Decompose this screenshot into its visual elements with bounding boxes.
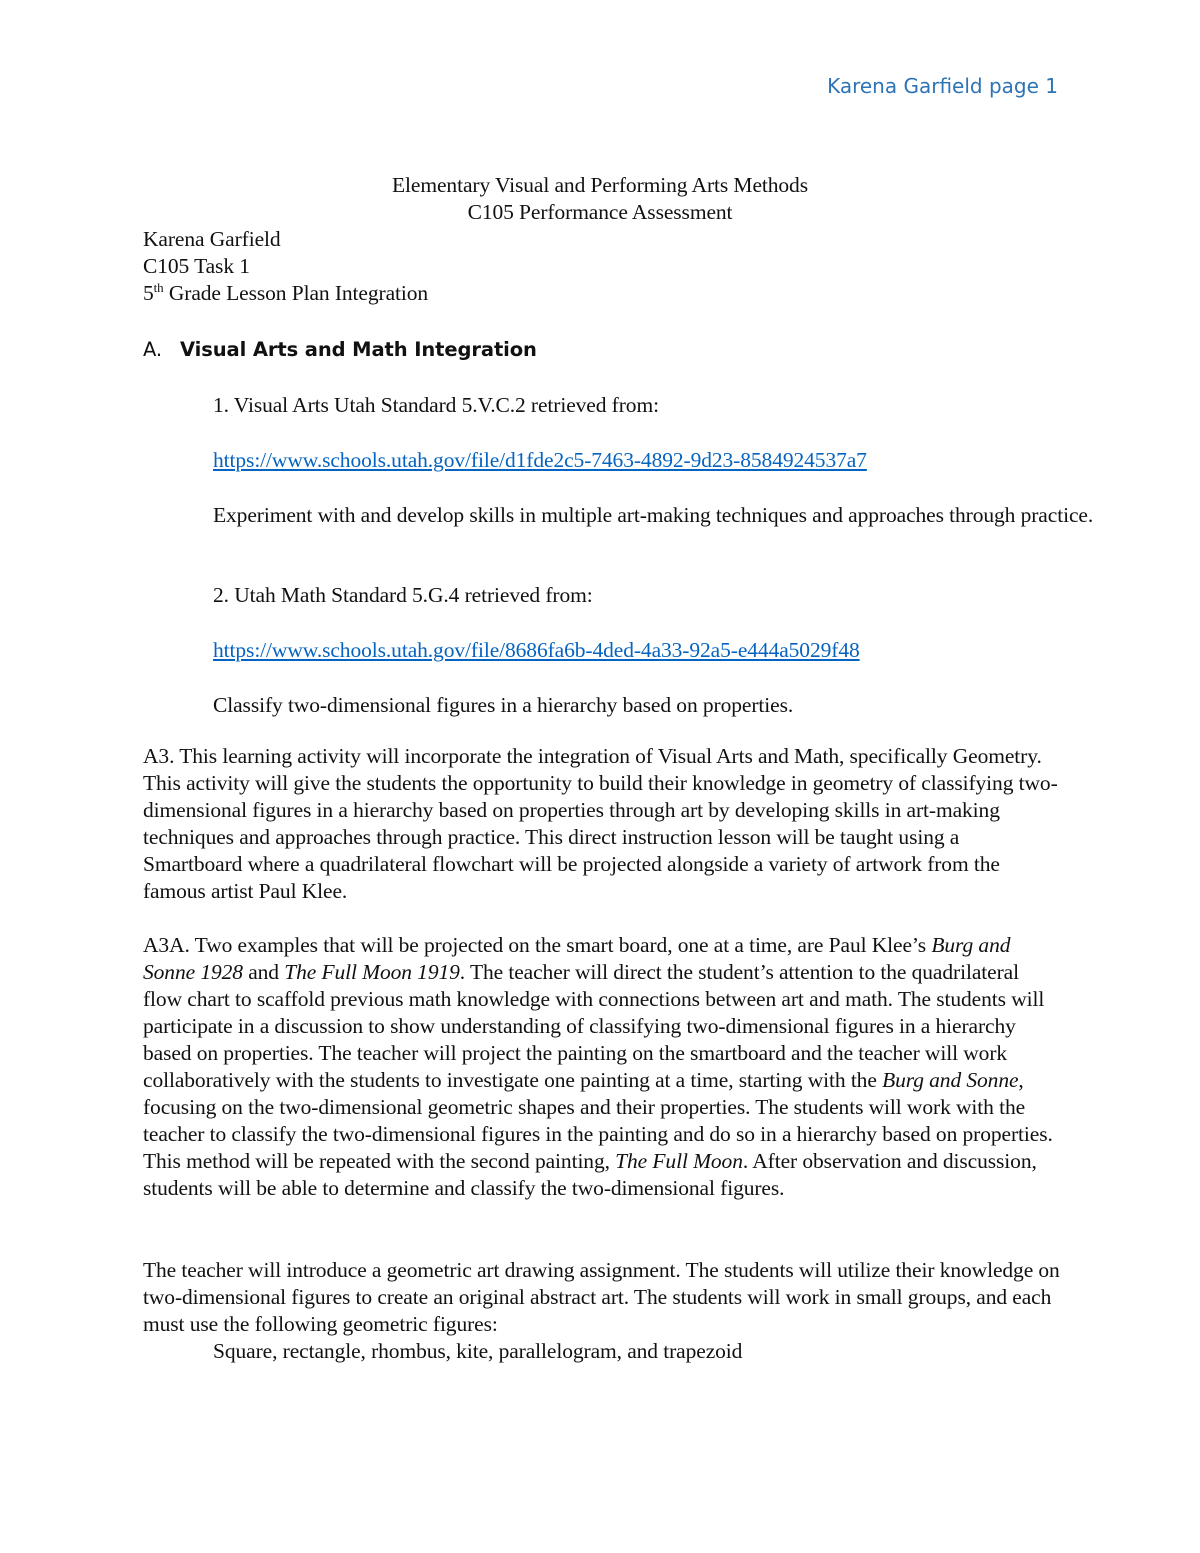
task-label: C105 Task 1 xyxy=(143,254,250,278)
a3a-artwork-4: The Full Moon xyxy=(615,1149,743,1173)
grade-suffix: th xyxy=(153,279,164,295)
shapes-list: Square, rectangle, rhombus, kite, parallelogram, and trapezoid xyxy=(213,1339,743,1363)
a3a-text-2: and xyxy=(242,960,285,984)
a3a-text-5: . After observation and discussion, students will be able to determine and classify the two-dimensional figures. xyxy=(143,1149,1037,1200)
standard-2-link-wrap xyxy=(213,637,1133,664)
a3a-text-3: . The teacher will direct the student’s attention to the quadrilateral flow chart to scaffold previous math knowledge with connections between art and math. The students will participate in a discussion to show understanding of classifying two-dimensional figures in a hierarchy based on properties. The teacher will project the painting on the smartboard and the teacher will work collaboratively with the students to investigate one painting at a time, starting with the xyxy=(143,960,1045,1092)
a3a-artwork-2: The Full Moon 1919 xyxy=(284,960,460,984)
title-line-1: Elementary Visual and Performing Arts Methods xyxy=(392,173,808,197)
grade-line xyxy=(143,280,1063,307)
standard-2-label: 2. Utah Math Standard 5.G.4 retrieved from: xyxy=(213,583,593,607)
section-a-heading xyxy=(143,336,1063,363)
author-block xyxy=(143,226,1063,307)
paragraph-a3a xyxy=(143,932,1063,1202)
a3a-artwork-1: Burg and Sonne 1928 xyxy=(143,933,1011,984)
a3a-artwork-3: Burg and Sonne xyxy=(882,1068,1019,1092)
grade-description: Grade Lesson Plan Integration xyxy=(163,281,429,305)
standard-1-link[interactable]: https://www.schools.utah.gov/file/d1fde2c5-7463-4892-9d23-8584924537a7 xyxy=(213,448,867,472)
closing-paragraph: The teacher will introduce a geometric art drawing assignment. The students will utilize their knowledge on two-dimensional figures to create an original abstract art. The students will work in small groups, and each must use the following geometric figures: xyxy=(143,1258,1060,1336)
author-name: Karena Garfield xyxy=(143,227,281,251)
paragraph-a3: A3. This learning activity will incorporate the integration of Visual Arts and Math, specifically Geometry. This activity will give the students the opportunity to build their knowledge in geometry of classifying two-dimensional figures in a hierarchy based on properties through art by developing skills in art-making techniques and approaches through practice. This direct instruction lesson will be taught using a Smartboard where a quadrilateral flowchart will be projected alongside a variety of artwork from the famous artist Paul Klee. xyxy=(143,744,1058,903)
section-letter: A. xyxy=(143,338,162,361)
standard-2-link[interactable]: https://www.schools.utah.gov/file/8686fa6b-4ded-4a33-92a5-e444a5029f48 xyxy=(213,638,860,662)
standard-1-label: 1. Visual Arts Utah Standard 5.V.C.2 retrieved from: xyxy=(213,393,659,417)
a3a-text-4: , focusing on the two-dimensional geometric shapes and their properties. The students will work with the teacher to classify the two-dimensional figures in the painting and do so in a hierarchy based on properties. This method will be repeated with the second painting, xyxy=(143,1068,1053,1173)
standard-1-link-wrap xyxy=(213,447,1133,474)
page-header: Karena Garfield page 1 xyxy=(827,74,1058,98)
standard-2 xyxy=(143,582,1133,719)
a3a-text-1: A3A. Two examples that will be projected on the smart board, one at a time, are Paul Klee’s xyxy=(143,933,932,957)
closing-block xyxy=(143,1257,1063,1365)
title-block xyxy=(143,172,1057,226)
standard-1 xyxy=(143,392,1133,529)
standard-1-description: Experiment with and develop skills in multiple art-making techniques and approaches through practice. xyxy=(213,503,1094,527)
section-title: Visual Arts and Math Integration xyxy=(180,338,537,361)
standard-2-description: Classify two-dimensional figures in a hierarchy based on properties. xyxy=(213,693,794,717)
title-line-2: C105 Performance Assessment xyxy=(467,200,733,224)
grade-number: 5 xyxy=(143,281,154,305)
